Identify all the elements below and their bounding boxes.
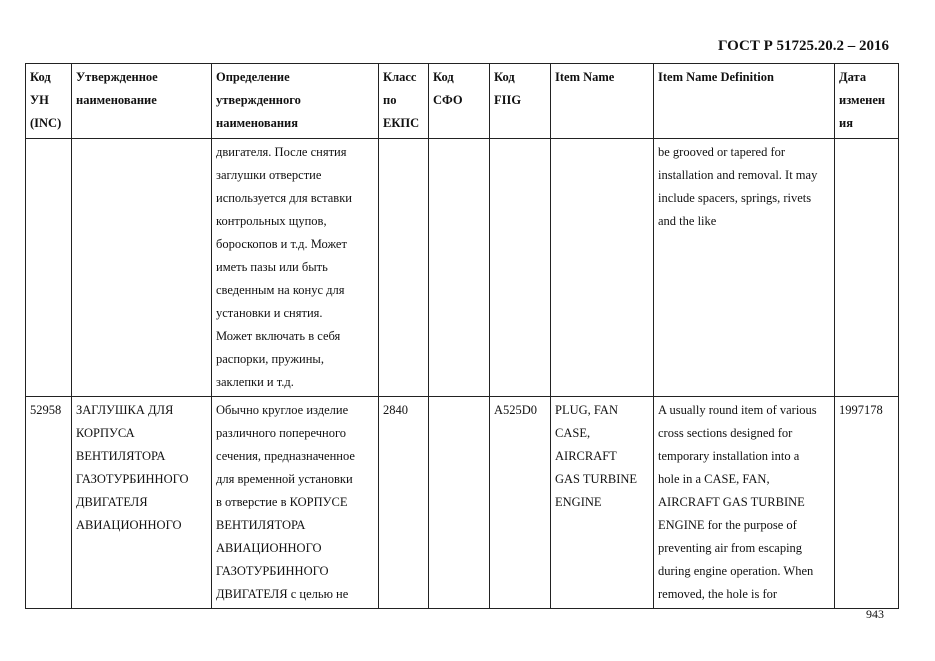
cell-approved-name bbox=[72, 139, 212, 397]
table-row bbox=[26, 139, 899, 397]
cell-class: 2840 bbox=[379, 397, 429, 609]
column-header-inc: Код УН (INC) bbox=[26, 64, 72, 139]
cell-fiig-code bbox=[490, 139, 551, 397]
column-header-definition: Определение утвержденного наименования bbox=[212, 64, 379, 139]
column-header-change-date: Дата изменен ия bbox=[835, 64, 899, 139]
table-row bbox=[26, 397, 899, 609]
cell-sfo-code bbox=[429, 397, 490, 609]
cell-inc: 52958 bbox=[26, 397, 72, 609]
cell-change-date: 1997178 bbox=[835, 397, 899, 609]
table-header-row bbox=[26, 64, 899, 139]
column-header-approved-name: Утвержденное наименование bbox=[72, 64, 212, 139]
cell-item-name bbox=[551, 139, 654, 397]
cell-fiig-code: A525D0 bbox=[490, 397, 551, 609]
cell-sfo-code bbox=[429, 139, 490, 397]
cell-item-name-definition: A usually round item of various cross sections designed for temporary installation into a hole in a CASE, FAN, AIRCRAFT GAS TURBINE ENGINE for the purpose of preventing air from escaping during engine operation. When removed, the hole is for bbox=[654, 397, 835, 609]
column-header-fiig-code: Код FIIG bbox=[490, 64, 551, 139]
cell-class bbox=[379, 139, 429, 397]
column-header-sfo-code: Код СФО bbox=[429, 64, 490, 139]
cell-definition: Обычно круглое изделие различного поперечного сечения, предназначенное для временной установки в отверстие в КОРПУСЕ ВЕНТИЛЯТОРА АВИАЦИОННОГО ГАЗОТУРБИННОГО ДВИГАТЕЛЯ с целью не bbox=[212, 397, 379, 609]
cell-definition: двигателя. После снятия заглушки отверстие используется для вставки контрольных щупов, бороскопов и т.д. Может иметь пазы или быть сведенным на конус для установки и снятия. Может включать в себя распорки, пружины, заклепки и т.д. bbox=[212, 139, 379, 397]
column-header-item-name-definition: Item Name Definition bbox=[654, 64, 835, 139]
document-header: ГОСТ Р 51725.20.2 – 2016 bbox=[717, 38, 889, 54]
cell-item-name-definition: be grooved or tapered for installation and removal. It may include spacers, springs, rivets and the like bbox=[654, 139, 835, 397]
column-header-item-name: Item Name bbox=[551, 64, 654, 139]
cell-approved-name: ЗАГЛУШКА ДЛЯ КОРПУСА ВЕНТИЛЯТОРА ГАЗОТУРБИННОГО ДВИГАТЕЛЯ АВИАЦИОННОГО bbox=[72, 397, 212, 609]
cell-item-name: PLUG, FAN CASE, AIRCRAFT GAS TURBINE ENGINE bbox=[551, 397, 654, 609]
column-header-class: Класс по ЕКПС bbox=[379, 64, 429, 139]
items-table bbox=[25, 63, 899, 609]
page-number: 943 bbox=[866, 607, 884, 621]
cell-change-date bbox=[835, 139, 899, 397]
cell-inc bbox=[26, 139, 72, 397]
